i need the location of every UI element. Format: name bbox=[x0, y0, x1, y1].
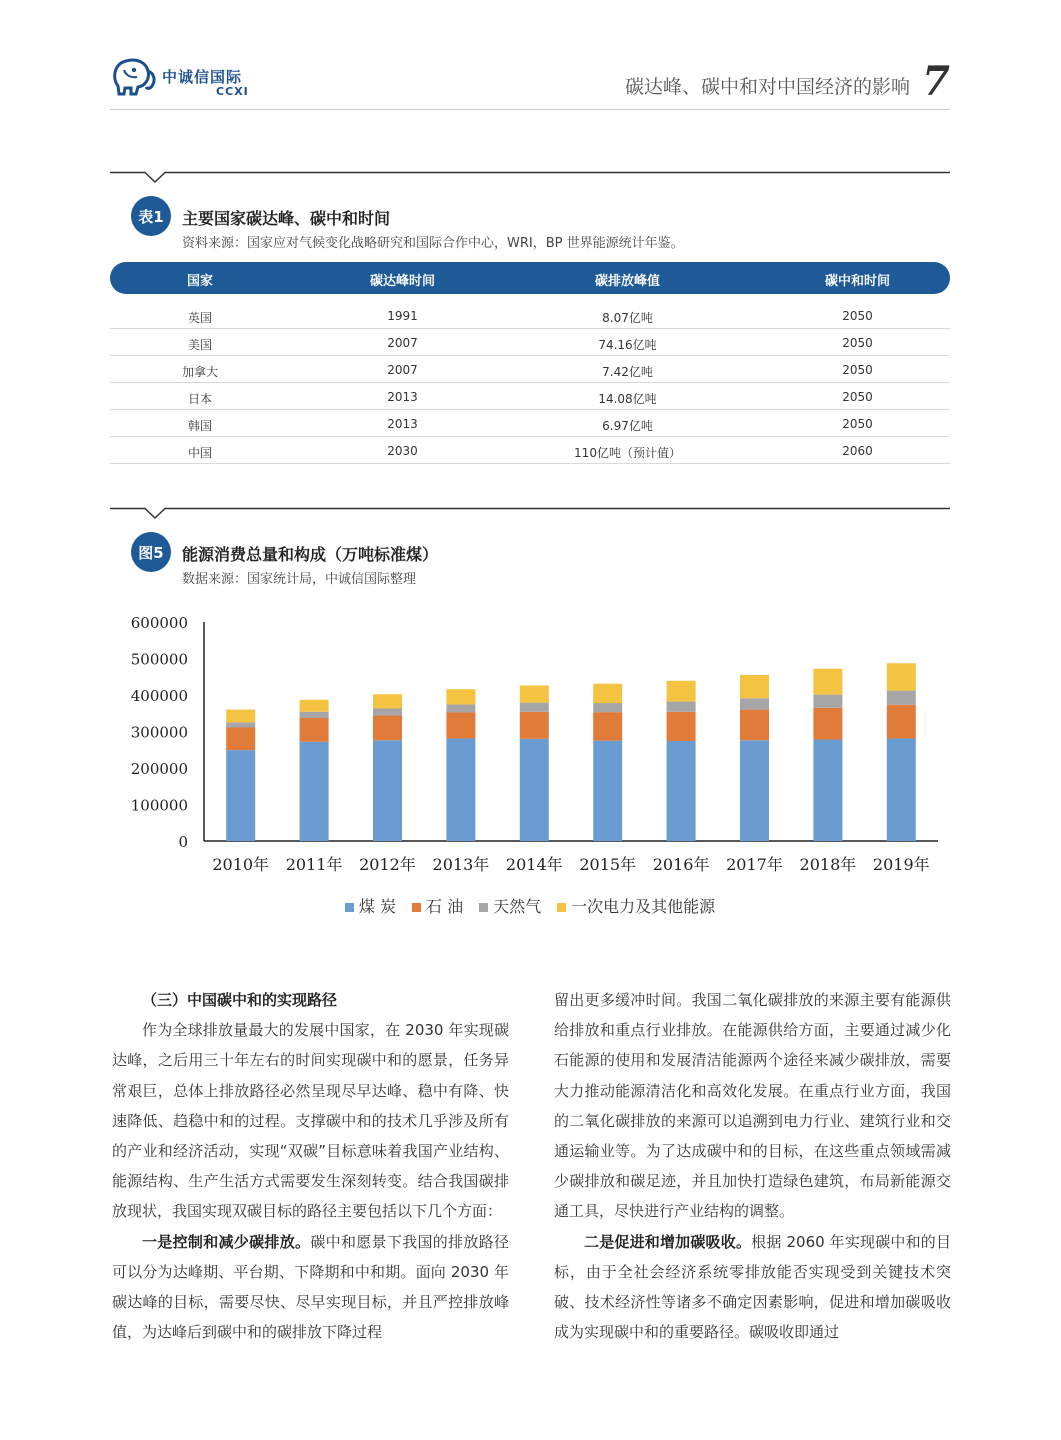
table-cell: 中国 bbox=[187, 446, 212, 460]
y-tick-label: 300000 bbox=[130, 723, 188, 742]
table-cell: 2050 bbox=[842, 363, 873, 377]
bar-segment bbox=[813, 708, 842, 740]
table-header-cell: 国家 bbox=[186, 274, 213, 289]
logo-chinese-text: 中诚信国际 bbox=[162, 68, 243, 86]
table-cell: 14.08亿吨 bbox=[598, 392, 657, 406]
x-tick-label: 2012年 bbox=[359, 855, 416, 874]
logo-english-text: CCXI bbox=[216, 85, 249, 98]
header-title: 碳达峰、碳中和对中国经济的影响 bbox=[624, 76, 910, 98]
bar-segment bbox=[373, 740, 402, 841]
table-cell: 2013 bbox=[387, 390, 418, 404]
y-tick-label: 0 bbox=[178, 833, 188, 851]
section-heading: （三）中国碳中和的实现路径 bbox=[142, 991, 338, 1009]
legend-swatch bbox=[479, 903, 488, 912]
bar-segment bbox=[740, 740, 769, 841]
table-row bbox=[110, 356, 950, 383]
table-row bbox=[110, 302, 950, 329]
table-row bbox=[110, 410, 950, 437]
table-source: 资料来源：国家应对气候变化战略研究和国际合作中心，WRI，BP 世界能源统计年鉴。 bbox=[182, 236, 684, 251]
table-cell: 1991 bbox=[387, 309, 418, 323]
x-tick-label: 2011年 bbox=[285, 855, 343, 874]
paragraph: 作为全球排放量最大的发展中国家，在 2030 年实现碳达峰，之后用三十年左右的时间实现碳中和的愿景，任务异常艰巨，总体上排放路径必然呈现尽早达峰、稳中有降、快速降低、趋稳中和的过程。支撑碳中和的技术几乎涉及所有的产业和经济活动，实现“双碳”目标意味着我国产业结构、能源结构、生产生活方式需要发生深刻转变。结合我国碳排放现状，我国实现双碳目标的路径主要包括以下几个方面： bbox=[112, 1021, 509, 1221]
legend-swatch bbox=[345, 903, 354, 912]
x-tick-label: 2017年 bbox=[726, 855, 783, 874]
figure-source: 数据来源：国家统计局，中诚信国际整理 bbox=[182, 572, 417, 587]
y-tick-label: 100000 bbox=[130, 796, 188, 815]
table-header-cell: 碳中和时间 bbox=[824, 274, 890, 289]
table-badge: 表1 bbox=[131, 196, 171, 236]
table-header bbox=[110, 262, 950, 294]
table-header-cell: 碳排放峰值 bbox=[594, 274, 660, 289]
table-cell: 加拿大 bbox=[181, 365, 218, 379]
right-text-column bbox=[554, 985, 951, 1347]
table-row bbox=[110, 437, 950, 464]
table-cell: 2030 bbox=[387, 444, 418, 458]
bar-segment bbox=[593, 741, 622, 841]
legend-item bbox=[345, 894, 396, 917]
paragraph: 留出更多缓冲时间。我国二氧化碳排放的来源主要有能源供给排放和重点行业排放。在能源供给方面，主要通过减少化石能源的使用和发展清洁能源两个途径来减少碳排放，需要大力推动能源清洁化和高效化发展。在重点行业方面，我国的二氧化碳排放的来源可以追溯到电力行业、建筑行业和交通运输业等。为了达成碳中和的目标，在这些重点领域需减少碳排放和碳足迹，并且加快打造绿色建筑，布局新能源交通工具，尽快进行产业结构的调整。 bbox=[554, 991, 951, 1221]
bar-segment bbox=[300, 742, 329, 841]
x-tick-label: 2018年 bbox=[799, 855, 857, 874]
page-header bbox=[110, 52, 950, 110]
bar-segment bbox=[446, 738, 475, 841]
figure-title: 能源消费总量和构成（万吨标准煤） bbox=[182, 545, 439, 564]
bar-segment bbox=[520, 712, 549, 739]
y-tick-label: 600000 bbox=[130, 614, 188, 632]
bar-segment bbox=[887, 691, 916, 705]
energy-consumption-chart bbox=[110, 600, 950, 930]
bar-segment bbox=[740, 698, 769, 709]
bar-segment bbox=[593, 712, 622, 740]
elephant-logo-icon bbox=[110, 56, 160, 100]
bar-segment bbox=[593, 684, 622, 703]
y-tick-label: 400000 bbox=[130, 687, 188, 705]
bar-segment bbox=[887, 705, 916, 739]
bar-segment bbox=[740, 710, 769, 741]
y-tick-label: 200000 bbox=[130, 760, 188, 778]
table-cell: 6.97亿吨 bbox=[602, 419, 653, 433]
bar-segment bbox=[446, 689, 475, 704]
bar-segment bbox=[226, 710, 255, 723]
bar-segment bbox=[667, 681, 696, 702]
paragraph-text: 根据 2060 年实现碳中和的目标，由于全社会经济系统零排放能否实现受到关键技术突破、技术经济性等诸多不确定因素影响，促进和增加碳吸收成为实现碳中和的重要路径。碳吸收即通过 bbox=[554, 1232, 951, 1342]
paragraph-lead: 二是促进和增加碳吸收。 bbox=[584, 1232, 752, 1251]
table-cell: 2050 bbox=[842, 336, 873, 350]
bar-segment bbox=[667, 702, 696, 712]
bar-segment bbox=[593, 703, 622, 712]
table-cell: 2060 bbox=[842, 444, 873, 458]
legend-item bbox=[479, 894, 541, 917]
table-cell: 8.07亿吨 bbox=[602, 311, 653, 325]
table-title: 主要国家碳达峰、碳中和时间 bbox=[182, 209, 391, 228]
bar-segment bbox=[226, 750, 255, 841]
bar-segment bbox=[813, 669, 842, 695]
legend-label: 天然气 bbox=[493, 897, 542, 916]
legend-item bbox=[412, 894, 463, 917]
ccxi-logo bbox=[110, 56, 270, 100]
stacked-bar-chart bbox=[110, 600, 950, 890]
bar-segment bbox=[373, 694, 402, 708]
table-cell: 美国 bbox=[187, 338, 212, 352]
bar-segment bbox=[740, 675, 769, 698]
paragraph bbox=[112, 1227, 509, 1348]
table-cell: 2013 bbox=[387, 417, 418, 431]
y-tick-label: 500000 bbox=[130, 650, 188, 669]
table-cell: 2007 bbox=[387, 336, 418, 350]
bar-segment bbox=[226, 727, 255, 750]
paragraph bbox=[554, 1227, 951, 1348]
bar-segment bbox=[226, 722, 255, 727]
table-cell: 2050 bbox=[842, 390, 873, 404]
section-divider bbox=[110, 507, 950, 527]
chart-legend bbox=[110, 894, 950, 917]
bar-segment bbox=[300, 712, 329, 718]
bar-segment bbox=[813, 740, 842, 841]
table-cell: 110亿吨（预计值） bbox=[574, 446, 681, 460]
table-cell: 2050 bbox=[842, 417, 873, 431]
table-cell: 2007 bbox=[387, 363, 418, 377]
figure-badge: 图5 bbox=[131, 532, 171, 572]
legend-item bbox=[557, 894, 715, 917]
bar-segment bbox=[300, 700, 329, 712]
paragraph-lead: 一是控制和减少碳排放。 bbox=[142, 1232, 311, 1251]
x-tick-label: 2016年 bbox=[652, 855, 710, 874]
table-cell: 英国 bbox=[187, 311, 212, 325]
table-header-cell: 碳达峰时间 bbox=[369, 274, 435, 289]
table-body bbox=[110, 302, 950, 464]
bar-segment bbox=[373, 715, 402, 740]
left-text-column bbox=[112, 985, 509, 1347]
bar-segment bbox=[667, 712, 696, 741]
bar-segment bbox=[446, 704, 475, 712]
bar-segment bbox=[667, 741, 696, 841]
bar-segment bbox=[887, 663, 916, 690]
x-tick-label: 2010年 bbox=[212, 855, 270, 874]
table-cell: 韩国 bbox=[187, 419, 212, 433]
bar-segment bbox=[446, 713, 475, 739]
bar-segment bbox=[300, 718, 329, 742]
section-divider bbox=[110, 171, 950, 191]
bar-segment bbox=[373, 709, 402, 716]
legend-swatch bbox=[557, 903, 566, 912]
bar-segment bbox=[520, 703, 549, 712]
paragraph-text: 碳中和愿景下我国的排放路径可以分为达峰期、平台期、下降期和中和期。面向 2030 年碳达峰的目标，需要尽快、尽早实现目标，并且严控排放峰值，为达峰后到碳中和的碳排放下降过程 bbox=[112, 1232, 509, 1342]
bar-segment bbox=[520, 739, 549, 841]
legend-label: 石 油 bbox=[425, 897, 464, 916]
x-tick-label: 2019年 bbox=[872, 855, 930, 874]
table-row bbox=[110, 329, 950, 356]
bar-segment bbox=[887, 738, 916, 841]
legend-label: 煤 炭 bbox=[358, 897, 396, 916]
page-number: 7 bbox=[922, 58, 950, 105]
table-cell: 7.42亿吨 bbox=[602, 365, 653, 379]
table-row bbox=[110, 383, 950, 410]
x-tick-label: 2015年 bbox=[579, 855, 637, 874]
table-cell: 74.16亿吨 bbox=[598, 338, 657, 352]
table-cell: 2050 bbox=[842, 309, 873, 323]
legend-swatch bbox=[412, 903, 421, 912]
x-tick-label: 2013年 bbox=[432, 855, 490, 874]
bar-segment bbox=[520, 686, 549, 703]
bar-segment bbox=[813, 695, 842, 708]
x-tick-label: 2014年 bbox=[505, 855, 563, 874]
legend-label: 一次电力及其他能源 bbox=[571, 897, 716, 916]
table-cell: 日本 bbox=[187, 392, 212, 406]
